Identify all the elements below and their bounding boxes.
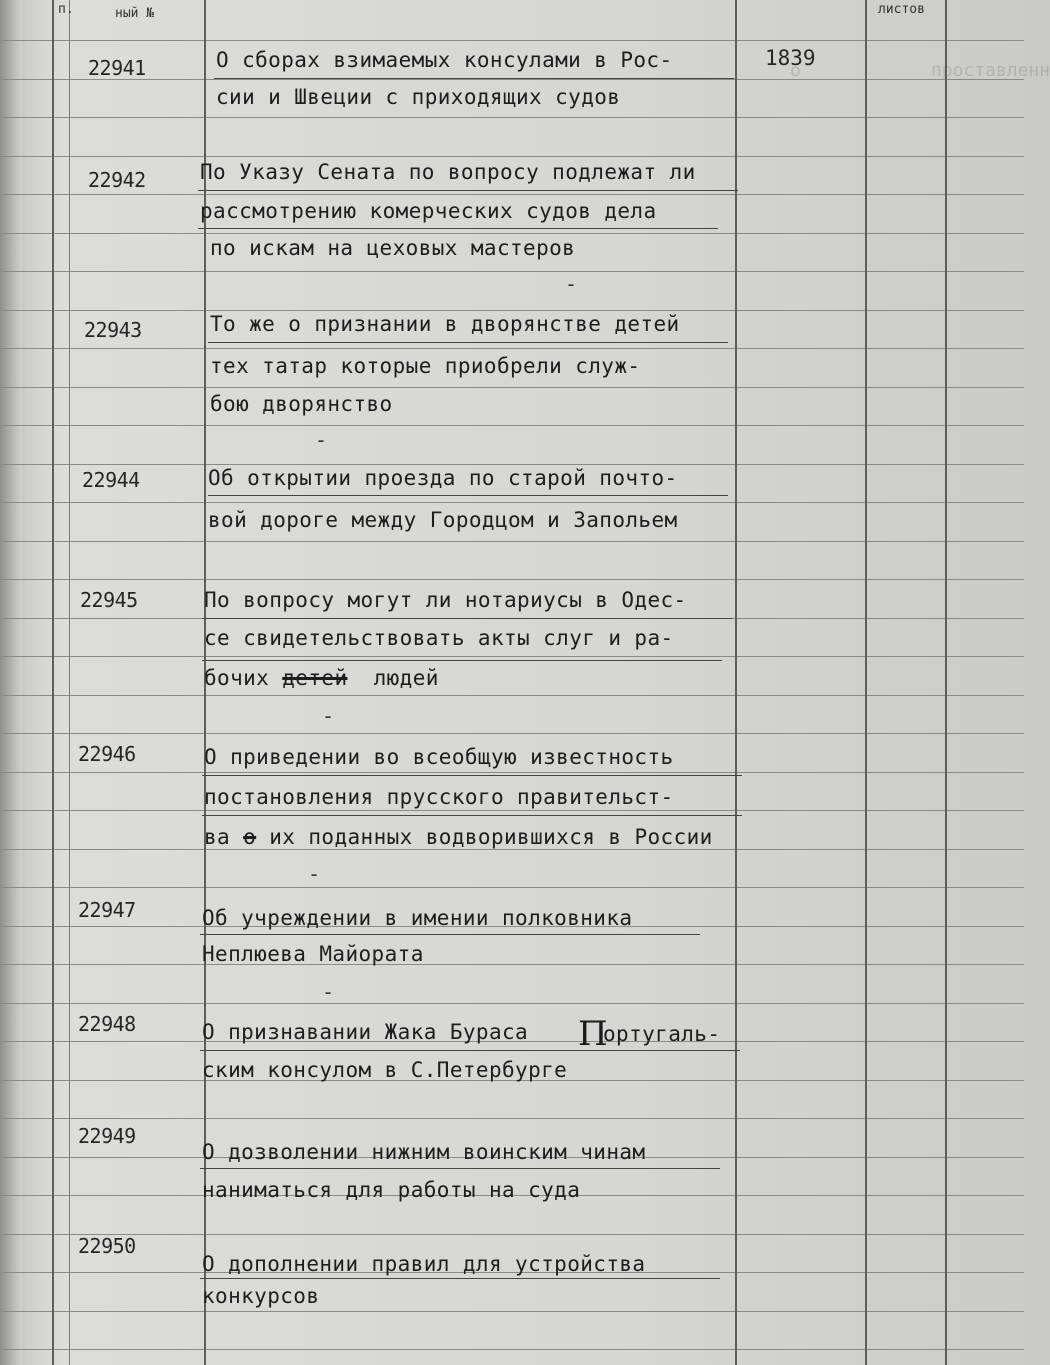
text-underline — [202, 775, 742, 776]
entry-number: 22948 — [78, 1012, 136, 1036]
column-rule — [69, 0, 70, 1365]
entry-number: 22949 — [78, 1124, 136, 1148]
entry-text-line: бою дворянство — [210, 392, 393, 416]
bleed-through: о проставленн — [790, 60, 1050, 81]
entry-number: 22945 — [80, 588, 138, 612]
entry-text-line: О приведении во всеобщую известность — [204, 745, 674, 769]
ruled-line — [0, 1234, 1024, 1235]
entry-text-line: То же о признании в дворянстве детей — [210, 312, 680, 336]
entry-number: 22950 — [78, 1234, 136, 1258]
entry-text-line: О сборах взимаемых консулами в Рос- — [216, 48, 673, 72]
ruled-line — [0, 541, 1024, 542]
entry-text-line: Об открытии проезда по старой почто- — [208, 466, 678, 490]
ruled-line — [0, 502, 1024, 503]
ruled-line — [0, 348, 1024, 349]
entry-text-line: вой дороге между Городцом и Запольем — [208, 508, 678, 532]
entry-number: 22944 — [82, 468, 140, 492]
ruled-line — [0, 656, 1024, 657]
ruled-line — [0, 117, 1024, 118]
header-col-num: п. — [58, 2, 74, 17]
entry-number: 22942 — [88, 168, 146, 192]
entry-text-segment: бочих — [204, 666, 270, 690]
handwritten-letter-correction: П — [578, 1014, 608, 1054]
ruled-line — [0, 1003, 1024, 1004]
ruled-line — [0, 1311, 1024, 1312]
text-underline — [202, 815, 742, 816]
entry-year: 1839 — [765, 46, 816, 70]
ruled-line — [0, 579, 1024, 580]
ruled-line — [0, 733, 1024, 734]
ruled-line — [0, 964, 1024, 965]
ruled-line — [0, 271, 1024, 272]
entry-number: 22943 — [84, 318, 142, 342]
entry-text-line — [204, 666, 439, 690]
ruled-line — [0, 695, 1024, 696]
entry-text-segment: их поданных водворившихся в России — [269, 825, 713, 849]
entry-text-line: Об учреждении в имении полковника — [202, 906, 633, 930]
ruled-line — [0, 772, 1024, 773]
struck-word: о — [243, 825, 257, 849]
entry-number: 22947 — [78, 898, 136, 922]
entry-dash: - — [322, 980, 335, 1004]
entry-text-line: ортугаль- — [603, 1022, 721, 1046]
header-col-reg: ный № — [115, 6, 155, 21]
entry-text-line: рассмотрению комерческих судов дела — [200, 199, 657, 223]
text-underline — [214, 78, 734, 79]
text-underline — [198, 190, 738, 191]
ruled-line — [0, 310, 1024, 311]
text-underline — [208, 342, 728, 343]
entry-dash: - — [565, 272, 578, 296]
ruled-line — [0, 156, 1024, 157]
entry-text-line: Неплюева Майората — [202, 942, 424, 966]
ruled-line — [0, 40, 1024, 41]
entry-text-line: По вопросу могут ли нотариусы в Одес- — [204, 588, 687, 612]
text-underline — [198, 228, 718, 229]
entry-text-line: сии и Швеции с приходящих судов — [216, 85, 621, 109]
ruled-line — [0, 387, 1024, 388]
ruled-line — [0, 1118, 1024, 1119]
column-rule — [52, 0, 54, 1365]
text-underline — [200, 1168, 720, 1169]
entry-text-line: наниматься для работы на суда — [202, 1178, 581, 1202]
entry-text-line: По Указу Сената по вопросу подлежат ли — [200, 160, 696, 184]
entry-text-line: постановления прусского правительст- — [204, 785, 674, 809]
entry-text-line — [204, 825, 713, 849]
ruled-line — [0, 425, 1024, 426]
entry-dash: - — [308, 862, 321, 886]
entry-dash: - — [315, 428, 328, 452]
entry-dash: - — [322, 704, 335, 728]
entry-text-segment: ва — [204, 825, 231, 849]
text-underline — [208, 495, 728, 496]
entry-number: 22946 — [78, 742, 136, 766]
binding-spine — [0, 0, 22, 1365]
ruled-line — [0, 810, 1024, 811]
column-rule — [865, 0, 867, 1365]
entry-text-line: конкурсов — [202, 1284, 320, 1308]
header-col-sheets: листов — [878, 2, 925, 17]
struck-word: детей — [282, 666, 348, 690]
ruled-line — [0, 194, 1024, 195]
ruled-line — [0, 464, 1024, 465]
entry-text-segment: людей — [373, 666, 439, 690]
text-underline — [200, 1278, 720, 1279]
ruled-line — [0, 887, 1024, 888]
entry-text-line: О дополнении правил для устройства — [202, 1252, 646, 1276]
column-rule — [945, 0, 947, 1365]
ruled-line — [0, 849, 1024, 850]
entry-number: 22941 — [88, 56, 146, 80]
entry-text-line: О признавании Жака Бураса — [202, 1020, 529, 1044]
column-rule — [735, 0, 737, 1365]
ruled-line — [0, 79, 1024, 80]
entry-text-line: по искам на цеховых мастеров — [210, 236, 576, 260]
entry-text-line: се свидетельствовать акты слуг и ра- — [204, 626, 674, 650]
text-underline — [200, 934, 700, 935]
entry-text-line: О дозволении нижним воинским чинам — [202, 1140, 646, 1164]
text-underline — [202, 660, 722, 661]
text-underline — [202, 618, 732, 619]
text-underline — [200, 1050, 740, 1051]
entry-text-line: ским консулом в С.Петербурге — [202, 1058, 568, 1082]
ruled-line — [0, 1349, 1024, 1350]
entry-text-line: тех татар которые приобрели служ- — [210, 354, 641, 378]
ruled-line — [0, 233, 1024, 234]
